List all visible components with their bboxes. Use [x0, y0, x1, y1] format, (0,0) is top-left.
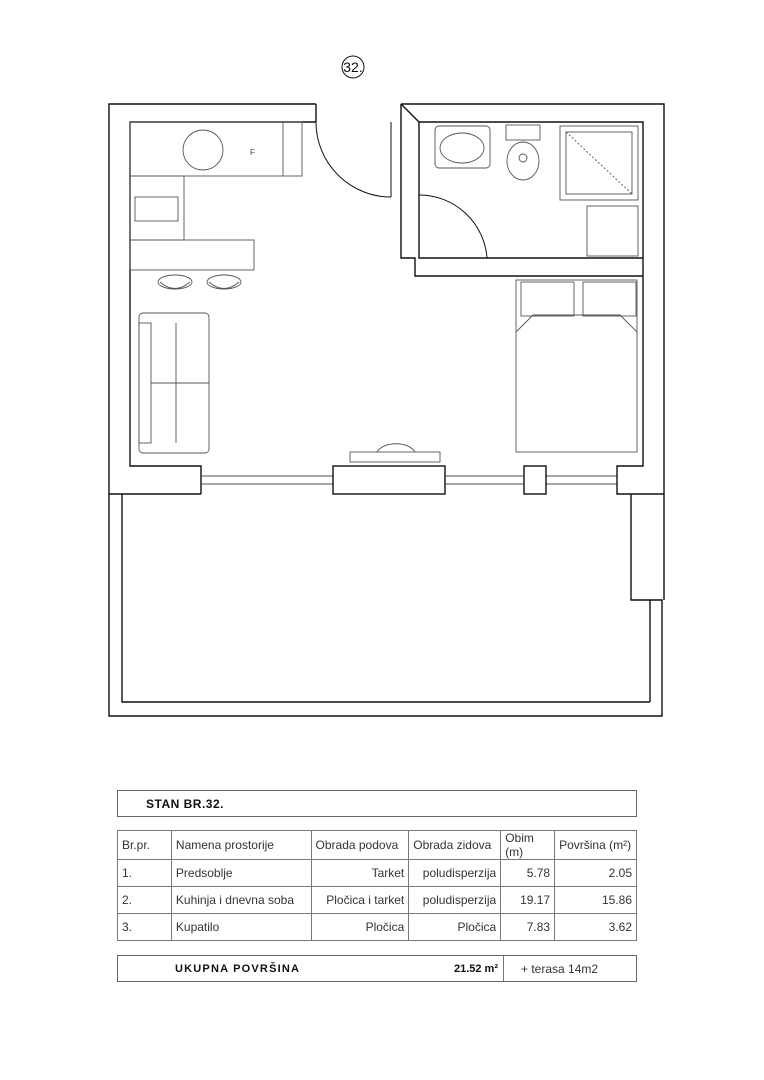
- toilet-tank: [506, 125, 540, 140]
- outer-wall: [109, 104, 316, 494]
- terrace-outline: [109, 494, 662, 716]
- washbasin: [435, 126, 490, 168]
- total-row: [117, 955, 637, 982]
- header-cell: Obrada podova: [311, 831, 409, 860]
- tv: [350, 452, 440, 462]
- bathroom-wall: [419, 122, 664, 494]
- wall-finish: poludisperzija: [409, 887, 501, 914]
- table-row: [118, 914, 637, 941]
- inner-wall: [130, 122, 316, 494]
- hob-icon: [183, 130, 223, 170]
- floor-finish: Tarket: [311, 860, 409, 887]
- terrace-note: + terasa 14m2: [521, 962, 599, 976]
- table-title-row: [117, 790, 637, 817]
- row-number: 1.: [118, 860, 172, 887]
- header-cell: Obim (m): [501, 831, 555, 860]
- header-cell: Br.pr.: [118, 831, 172, 860]
- table-row: [118, 887, 637, 914]
- toilet-icon: [507, 142, 539, 180]
- stool: [158, 275, 192, 289]
- perimeter: 19.17: [501, 887, 555, 914]
- area: 3.62: [555, 914, 637, 941]
- header-cell: Obrada zidova: [409, 831, 501, 860]
- rooms-table: [117, 830, 637, 941]
- perimeter: 5.78: [501, 860, 555, 887]
- header-cell: Namena prostorije: [171, 831, 311, 860]
- fridge-label: F: [250, 148, 255, 157]
- entrance-door-swing: [316, 122, 391, 197]
- room-name: Kupatilo: [171, 914, 311, 941]
- area: 15.86: [555, 887, 637, 914]
- header-cell: Površina (m²): [555, 831, 637, 860]
- room-name: Kuhinja i dnevna soba: [171, 887, 311, 914]
- area: 2.05: [555, 860, 637, 887]
- kitchen-counter: [130, 122, 302, 176]
- floor-finish: Pločica i tarket: [311, 887, 409, 914]
- table-header: [118, 831, 637, 860]
- total-divider: [503, 956, 504, 981]
- table-row: [118, 860, 637, 887]
- floor-finish: Pločica: [311, 914, 409, 941]
- total-value: 21.52 m²: [453, 963, 498, 975]
- bed: [516, 280, 637, 452]
- outer-wall-right: [401, 104, 664, 600]
- dining-bar: [130, 240, 254, 270]
- perimeter: 7.83: [501, 914, 555, 941]
- stool: [207, 275, 241, 289]
- row-number: 3.: [118, 914, 172, 941]
- table-title: STAN BR.32.: [146, 797, 224, 811]
- bathroom-door-swing: [419, 195, 487, 258]
- row-number: 2.: [118, 887, 172, 914]
- total-label: UKUPNA POVRŠINA: [175, 963, 301, 975]
- wall-finish: poludisperzija: [409, 860, 501, 887]
- wall-finish: Pločica: [409, 914, 501, 941]
- room-name: Predsoblje: [171, 860, 311, 887]
- unit-badge: 32.: [343, 59, 363, 75]
